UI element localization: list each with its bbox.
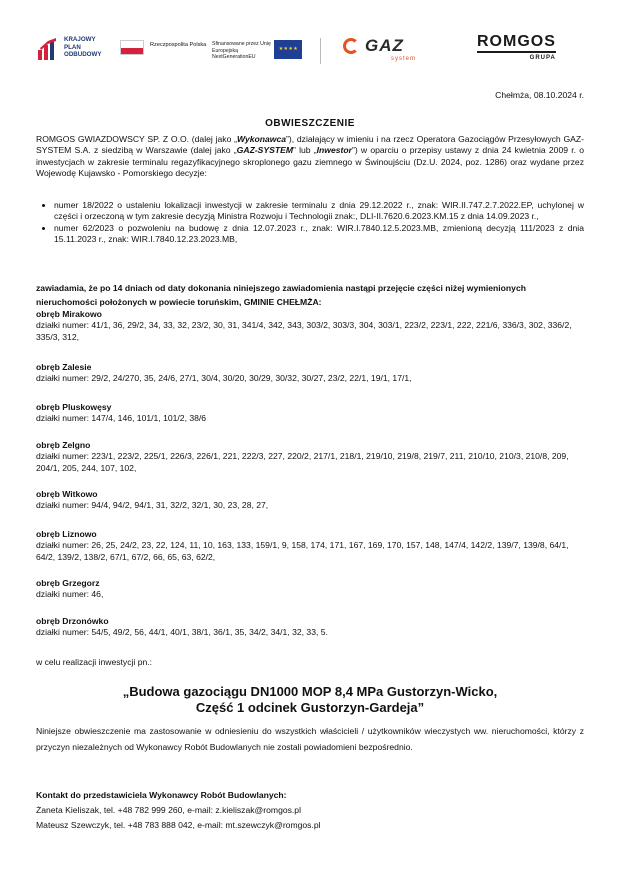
logo-bar [30, 30, 590, 74]
applicability-paragraph: Niniejsze obwieszczenie ma zastosowanie w odniesieniu do wszystkich właścicieli / użytkowników wieczystych ww. nieruchomości, którzy z przyczyn niezależnych od Wykonawcy Robót Budowlanych nie zostali powiadomieni bezpośrednio. [36, 726, 584, 752]
section-parcels: działki numer: 94/4, 94/2, 94/1, 31, 32/2, 32/1, 30, 23, 28, 27, [36, 500, 269, 511]
contact-line: Mateusz Szewczyk, tel. +48 783 888 042, e-mail: mt.szewczyk@romgos.pl [36, 820, 321, 830]
contact-block [36, 788, 584, 833]
section-heading: obręb Grzegorz [36, 578, 100, 588]
section-parcels: działki numer: 26, 25, 24/2, 23, 22, 124, 11, 10, 163, 133, 159/1, 9, 158, 174, 171, 167, 169, 170, 157, 148, 147/4, 142/2, 139/7, 139/8, 64/1, 64/2, 139/2, 138/2, 67/1, 67/2, 66, 65, 63, 62/2, [36, 540, 569, 562]
project-title [36, 684, 584, 716]
parcel-section [36, 440, 584, 474]
section-heading: obręb Witkowo [36, 489, 98, 499]
decision-list [36, 200, 584, 246]
document-title: OBWIESZCZENIE [265, 118, 355, 129]
parcel-section [36, 362, 584, 385]
section-parcels: działki numer: 41/1, 36, 29/2, 34, 33, 32, 23/2, 30, 31, 341/4, 342, 343, 303/2, 303/3, 304, 303/1, 223/2, 223/1, 222, 221/6, 336/3, 302, 336/2, 335/3, 312, [36, 320, 572, 342]
contact-heading: Kontakt do przedstawiciela Wykonawcy Robót Budowlanych: [36, 790, 287, 800]
section-heading: obręb Liznowo [36, 529, 97, 539]
project-title-line-2: Część 1 odcinek Gustorzyn-Gardeja” [195, 700, 425, 715]
section-heading: obręb Zelgno [36, 440, 91, 450]
section-heading: obręb Pluskowęsy [36, 402, 112, 412]
intro-wykonawca: Wykonawca [236, 134, 287, 144]
romgos-text: ROMGOS [477, 34, 556, 53]
intro-inwestor: Inwestor [316, 145, 352, 156]
project-title-line-1: „Budowa gazociągu DN1000 MOP 8,4 MPa Gustorzyn-Wicko, [122, 684, 498, 699]
kpo-text: KRAJOWY PLAN ODBUDOWY [64, 36, 102, 58]
notice-paragraph: zawiadamia, że po 14 dniach od daty dokonania niniejszego zawiadomienia nastąpi przejęcie części niżej wymienionych nieruchomości położonych w powiecie toruńskim, GMINIE CHEŁMŻA: [36, 283, 526, 307]
intro-gaz-system: GAZ-SYSTEM [236, 145, 294, 156]
parcel-section [36, 529, 584, 563]
decision-item: • numer 18/2022 o ustaleniu lokalizacji inwestycji w zakresie terminalu z dnia 29.12.2022 r., znak: WIR.II.747.2.7.2022.EP, uchylonej w części i orzeczoną w tym zakresie decyzją Ministra Rozwoju i Technologii znak:, DLI-II.7620.6.2023.KM.15 z dnia 14.09.2023 r., [54, 200, 584, 223]
parcel-section [36, 489, 584, 512]
parcel-section [36, 309, 584, 343]
intro-text-3: ” lub „ [293, 145, 317, 156]
section-heading: obręb Mirakowo [36, 309, 102, 319]
romgos-sub-text: GRUPA [529, 55, 556, 61]
decision-item: • numer 62/2023 o pozwoleniu na budowę z dnia 12.07.2023 r., znak: WIR.I.7840.12.5.2023.MB, zmienioną decyzją 111/2023 z dnia 15.11.2023 r., znak: WIR.I.7840.12.23.2023.MB, [54, 223, 584, 246]
rp-text: Rzeczpospolita Polska [150, 42, 207, 48]
section-parcels: działki numer: 46, [36, 589, 104, 600]
section-heading: obręb Zalesie [36, 362, 92, 372]
section-parcels: działki numer: 223/1, 223/2, 225/1, 226/3, 226/1, 221, 222/3, 227, 220/2, 217/1, 218/1, 219/10, 219/8, 219/7, 211, 210/10, 210/3, 210/8, 209, 204/1, 205, 244, 107, 102, [36, 451, 569, 473]
eu-flag-icon: ★ ★ ★ ★ [274, 40, 302, 59]
logo-divider [320, 38, 321, 64]
eu-text: Sfinansowane przez Unię Europejską NextGenerationEU [212, 41, 271, 60]
intro-text-1: ROMGOS GWIAZDOWSCY SP. Z O.O. (dalej jako „ [36, 134, 237, 144]
gaz-ring-icon [343, 38, 359, 54]
parcel-section [36, 402, 584, 425]
parcel-section [36, 578, 584, 601]
section-parcels: działki numer: 147/4, 146, 101/1, 101/2, 38/6 [36, 413, 207, 424]
contact-line: Żaneta Kieliszak, tel. +48 782 999 260, e-mail: z.kieliszak@romgos.pl [36, 805, 301, 815]
gaz-text: GAZ [365, 36, 404, 55]
section-parcels: działki numer: 29/2, 24/270, 35, 24/6, 27/1, 30/4, 30/20, 30/29, 30/32, 30/27, 23/2, 22/1, 19/1, 17/1, [36, 373, 412, 384]
purpose-text: w celu realizacji inwestycji pn.: [36, 657, 153, 667]
document-date: Chełmża, 08.10.2024 r. [495, 90, 584, 100]
section-heading: obręb Drzonówko [36, 616, 109, 626]
intro-text-2: ”), działający w imieniu i na rzecz Operatora Gazociągów Przesyłowych GAZ-SYSTEM S.A. z siedzibą w Warszawie (dalej jako „ [36, 134, 585, 156]
parcel-section [36, 616, 584, 639]
kpo-mark-icon [38, 38, 60, 60]
intro-text-4: ”) w oparciu o przepisy ustawy z dnia 24 kwietnia 2009 r. o inwestycjach w zakresie terminalu regazyfikacyjnego skroplonego gazu ziemnego w Świnoujściu (Dz.U. 2024, poz. 1286) oraz wydane przez Wojewodę Kujawsko - Pomorskiego decyzje: [36, 145, 585, 179]
polish-flag-icon [120, 40, 144, 55]
intro-paragraph [36, 134, 584, 180]
gaz-sub-text: system [391, 56, 417, 62]
romgos-logo [477, 34, 556, 61]
section-parcels: działki numer: 54/5, 49/2, 56, 44/1, 40/1, 38/1, 36/1, 35, 34/2, 34/1, 32, 33, 5. [36, 627, 328, 638]
